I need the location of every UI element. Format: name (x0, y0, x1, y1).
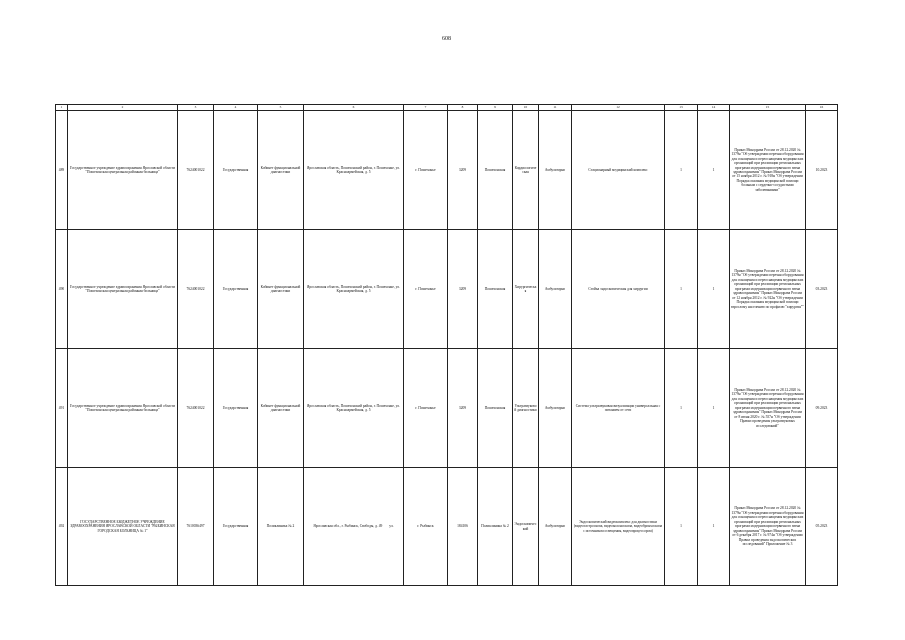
legal-basis: Приказ Минздрава России от 28.12.2020 № 1379н "Об утверждении перечня оборудования для оснащения и переоснащения медицинских организаций при реализации региональных программ модернизации первичного звена здравоохранения" Приказ Минздрава России от 12 ноября 2012 г. № 922н "Об утверждении Порядка оказания медицинской помощи взрослому населению по профилю "хирургия"" (730, 230, 806, 349)
column-number: 8 (448, 105, 478, 111)
row-number: 492 (56, 468, 68, 586)
legal-basis: Приказ Минздрава России от 28.12.2020 № 1379н "Об утверждении перечня оборудования для оснащения и переоснащения медицинских организаций при реализации региональных программ модернизации первичного звена здравоохранения" Приказ Минздрава России от 8 июня 2020 г. № 557н "Об утверждении Правил проведения ультразвуковых исследований" (730, 349, 806, 468)
equipment-name: Система ультразвуковая визуализации универсальная с питанием от сети (572, 349, 665, 468)
department: Кабинет функциональной диагностики (258, 111, 304, 230)
column-number: 13 (665, 105, 698, 111)
department: Кабинет функциональной диагностики (258, 349, 304, 468)
deadline: 03.2023 (806, 230, 838, 349)
quantity: 1 (665, 111, 698, 230)
column-number: 10 (513, 105, 539, 111)
quantity-planned: 1 (698, 349, 730, 468)
address: Ярославская область, Пошехонский район, г. Пошехонье, ул. Красноармейская, д. 5 (304, 230, 404, 349)
equipment-name: Стационарный медицинский комплекс (572, 111, 665, 230)
address-cell (304, 468, 404, 586)
address-street-prefix: ул. (389, 524, 394, 529)
column-number: 7 (404, 105, 448, 111)
quantity: 1 (665, 230, 698, 349)
column-number: 11 (539, 105, 572, 111)
quantity-planned: 1 (698, 230, 730, 349)
row-number: 490 (56, 230, 68, 349)
column-number: 6 (304, 105, 404, 111)
ownership-form: Государственная (214, 349, 258, 468)
inn: 7624001022 (178, 230, 214, 349)
inn: 7624001022 (178, 349, 214, 468)
table-row (56, 468, 838, 586)
population-code: 3209 (448, 111, 478, 230)
deadline: 09.2023 (806, 349, 838, 468)
column-number: 12 (572, 105, 665, 111)
deadline: 05.2023 (806, 468, 838, 586)
profile: Эндоскопический (513, 468, 539, 586)
column-number: 1 (56, 105, 68, 111)
column-number: 9 (478, 105, 513, 111)
care-conditions: Амбулаторно (539, 349, 572, 468)
column-number: 5 (258, 105, 304, 111)
legal-basis: Приказ Минздрава России от 28.12.2020 № 1379н "Об утверждении перечня оборудования для оснащения и переоснащения медицинских организаций при реализации региональных программ модернизации первичного звена здравоохранения" Приказ Минздрава России от 15 ноября 2012 г. № 918н "Об утверждении Порядка оказания медицинской помощи больным с сердечно-сосудистыми заболеваниями" (730, 111, 806, 230)
quantity: 1 (665, 349, 698, 468)
ownership-form: Государственная (214, 468, 258, 586)
table-row (56, 349, 838, 468)
ownership-form: Государственная (214, 111, 258, 230)
district: Пошехонская (478, 111, 513, 230)
column-number: 2 (68, 105, 178, 111)
deadline: 10.2023 (806, 111, 838, 230)
population-code: 3209 (448, 349, 478, 468)
population-code: 184106 (448, 468, 478, 586)
row-number: 489 (56, 111, 68, 230)
profile: Кардиологическая (513, 111, 539, 230)
inn: 7610036497 (178, 468, 214, 586)
equipment-name: Стойка эндоскопическая для хирургии (572, 230, 665, 349)
care-conditions: Амбулаторно (539, 111, 572, 230)
settlement: г. Пошехонье (404, 349, 448, 468)
organization-name: Государственное учреждение здравоохранения Ярославской области "Пошехонская центральная районная больница" (68, 349, 178, 468)
quantity: 1 (665, 468, 698, 586)
column-number: 15 (730, 105, 806, 111)
column-number: 14 (698, 105, 730, 111)
equipment-name: Эндоскопический видеокомплекс для диагностики (видеогастроскопа, видеоколоноскопа, видеобронхоскопа с источником освещения, видеопроцессором) (572, 468, 665, 586)
legal-basis: Приказ Минздрава России от 28.12.2020 № 1379н "Об утверждении перечня оборудования для оснащения и переоснащения медицинских организаций при реализации региональных программ модернизации первичного звена здравоохранения" Приказ Минздрава России от 6 декабря 2017 г. № 974н "Об утверждении Правил проведения эндоскопических исследований" Приложение № 3 (730, 468, 806, 586)
profile: Ультразвуковой диагностики (513, 349, 539, 468)
settlement: г. Пошехонье (404, 111, 448, 230)
column-number: 4 (214, 105, 258, 111)
settlement: г. Рыбинск (404, 468, 448, 586)
quantity-planned: 1 (698, 111, 730, 230)
ownership-form: Государственная (214, 230, 258, 349)
district: Пошехонская (478, 349, 513, 468)
settlement: г. Пошехонье (404, 230, 448, 349)
organization-name: Государственное учреждение здравоохранения Ярославской области "Пошехонская центральная районная больница" (68, 111, 178, 230)
population-code: 3209 (448, 230, 478, 349)
table-row (56, 111, 838, 230)
organization-name: ГОСУДАРСТВЕННОЕ БЮДЖЕТНОЕ УЧРЕЖДЕНИЕ ЗДРАВООХРАНЕНИЯ ЯРОСЛАВСКОЙ ОБЛАСТИ "РЫБИНСКАЯ ГОРОДСКАЯ БОЛЬНИЦА № 1" (68, 468, 178, 586)
row-number: 491 (56, 349, 68, 468)
column-number: 16 (806, 105, 838, 111)
address: Ярославская обл., г. Рыбинск, Свободы, д. 49 (313, 524, 383, 529)
district: Пошехонская (478, 230, 513, 349)
inn: 7624001022 (178, 111, 214, 230)
page-number: 608 (442, 36, 451, 42)
organization-name: Государственное учреждение здравоохранения Ярославской области "Пошехонская центральная районная больница" (68, 230, 178, 349)
profile: Хирургическая (513, 230, 539, 349)
registry-table (55, 104, 838, 586)
department: Поликлиника № 2 (258, 468, 304, 586)
column-number: 3 (178, 105, 214, 111)
table-row (56, 230, 838, 349)
care-conditions: Амбулаторно (539, 230, 572, 349)
district: Поликлиника № 2 (478, 468, 513, 586)
address: Ярославская область, Пошехонский район, г. Пошехонье, ул. Красноармейская, д. 5 (304, 349, 404, 468)
department: Кабинет функциональной диагностики (258, 230, 304, 349)
quantity-planned: 1 (698, 468, 730, 586)
address: Ярославская область, Пошехонский район, г. Пошехонье, ул. Красноармейская, д. 5 (304, 111, 404, 230)
care-conditions: Амбулаторно (539, 468, 572, 586)
